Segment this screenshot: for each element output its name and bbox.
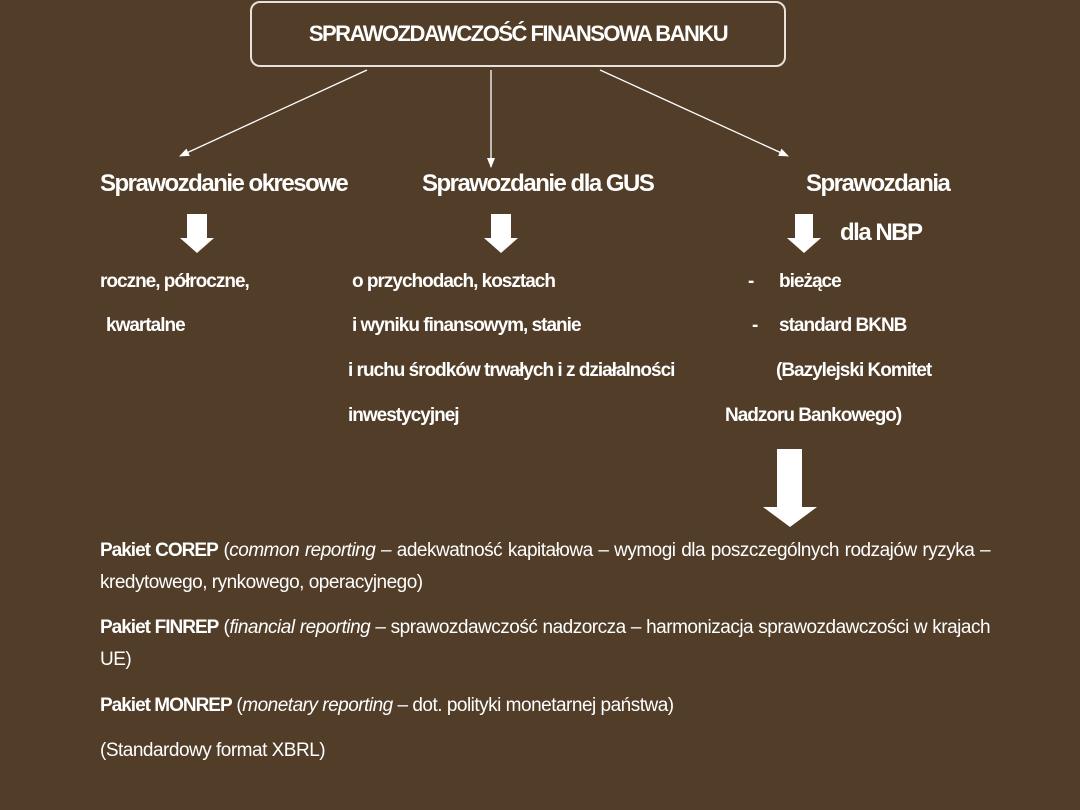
nbp-item-3: (Bazylejski Komitet	[776, 360, 932, 381]
package-finrep-desc: – sprawozdawczość nadzorcza – harmonizacja sprawozdawczości w krajach UE)	[100, 617, 991, 670]
package-monrep-name: Pakiet MONREP	[100, 695, 232, 716]
package-corep-term: common reporting	[229, 540, 376, 561]
title-box	[250, 1, 786, 67]
footer-note: (Standardowy format XBRL)	[100, 740, 326, 761]
package-finrep-name: Pakiet FINREP	[100, 617, 219, 638]
nbp-item-1: bieżące	[779, 271, 841, 292]
heading-periodic: Sprawozdanie okresowe	[100, 170, 348, 197]
package-corep-paren: (	[217, 540, 230, 561]
nbp-bullet-1: -	[748, 271, 754, 292]
package-monrep-desc: – dot. polityki monetarnej państwa)	[392, 695, 674, 716]
heading-nbp-line1: Sprawozdania	[806, 170, 950, 197]
periodic-item-2: kwartalne	[106, 315, 185, 336]
down-arrow-nbp	[787, 214, 821, 253]
connector-arrow-periodic	[180, 70, 367, 156]
package-corep-name: Pakiet COREP	[100, 540, 218, 561]
diagram-title: SPRAWOZDAWCZOŚĆ FINANSOWA BANKU	[308, 21, 728, 46]
heading-nbp-line2: dla NBP	[840, 219, 922, 246]
nbp-bullet-2: -	[752, 315, 758, 336]
gus-item-3: i ruchu środków trwałych i z działalności	[348, 360, 675, 381]
connector-arrow-nbp	[600, 70, 788, 156]
nbp-item-2: standard BKNB	[779, 315, 907, 336]
gus-item-1: o przychodach, kosztach	[352, 271, 555, 292]
package-finrep-term: financial reporting	[229, 617, 371, 638]
gus-item-4: inwestycyjnej	[348, 405, 459, 426]
package-finrep-paren: (	[218, 617, 230, 638]
package-monrep	[100, 690, 990, 722]
nbp-item-4: Nadzoru Bankowego)	[725, 405, 902, 426]
package-monrep-term: monetary reporting	[242, 695, 393, 716]
package-monrep-paren: (	[231, 695, 243, 716]
down-arrow-periodic	[180, 214, 214, 253]
down-arrow-big	[763, 449, 817, 527]
package-finrep	[100, 612, 990, 676]
package-corep-desc: – adekwatność kapitałowa – wymogi dla poszczególnych rodzajów ryzyka – kredytowego, rynkowego, operacyjnego)	[100, 540, 991, 593]
down-arrow-gus	[484, 214, 518, 253]
package-corep	[100, 535, 990, 599]
periodic-item-1: roczne, półroczne,	[100, 271, 249, 292]
gus-item-2: i wyniku finansowym, stanie	[352, 315, 581, 336]
heading-gus: Sprawozdanie dla GUS	[422, 170, 654, 197]
